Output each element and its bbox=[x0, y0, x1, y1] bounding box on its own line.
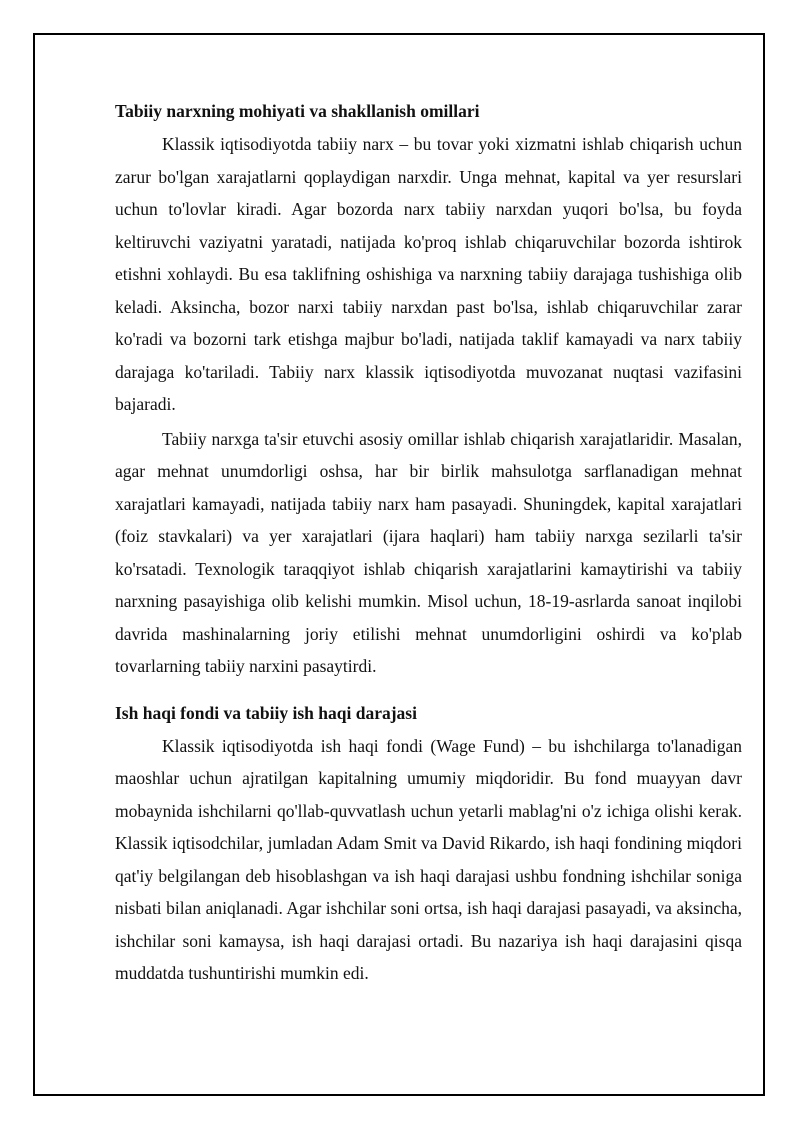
paragraph-wage-fund: Klassik iqtisodiyotda ish haqi fondi (Wage Fund) – bu ishchilarga to'lanadigan maoshlar uchun ajratilgan kapitalning umumiy miqdoridir. Bu fond muayyan davr mobaynida ishchilarni qo'llab-quvvatlash uchun yetarli mablag'ni o'z ichiga olishi kerak. Klassik iqtisodchilar, jumladan Adam Smit va David Rikardo, ish haqi fondining miqdori qat'iy belgilangan deb hisoblashgan va ish haqi darajasi ushbu fondning ishchilar soniga nisbati bilan aniqlanadi. Agar ishchilar soni ortsa, ish haqi darajasi pasayadi, va aksincha, ishchilar soni kamaysa, ish haqi darajasi ortadi. Bu nazariya ish haqi darajasini qisqa muddatda tushuntirishi mumkin edi. bbox=[115, 735, 742, 983]
paragraph-natural-price-definition: Klassik iqtisodiyotda tabiiy narx – bu tovar yoki xizmatni ishlab chiqarish uchun zarur bo'lgan xarajatlarni qoplaydigan narxdir. Unga mehnat, kapital va yer resurslari uchun to'lovlar kiradi. Agar bozorda narx tabiiy narxdan yuqori bo'lsa, bu foyda keltiruvchi vaziyatni yaratadi, natijada ko'proq ishlab chiqaruvchilar bozorda ishtirok etishni xohlaydi. Bu esa taklifning oshishiga va narxning tabiiy darajaga tushishiga olib keladi. Aksincha, bozor narxi tabiiy narxdan past bo'lsa, ishlab chiqaruvchilar zarar ko'radi va bozorni tark etishga majbur bo'ladi, natijada taklif kamayadi va narx tabiiy darajaga ko'tariladi. Tabiiy narx klassik iqtisodiyotda muvozanat nuqtasi vazifasini bajaradi. bbox=[115, 134, 742, 414]
paragraph-natural-price-factors: Tabiiy narxga ta'sir etuvchi asosiy omillar ishlab chiqarish xarajatlaridir. Masalan, agar mehnat unumdorligi oshsa, har bir birlik mahsulotga sarflanadigan mehnat xarajatlari kamayadi, natijada tabiiy narx ham pasayadi. Shuningdek, kapital xarajatlari (foiz stavkalari) va yer xarajatlari (ijara haqlari) ham tabiiy narxga sezilarli ta'sir ko'rsatadi. Texnologik taraqqiyot ishlab chiqarish xarajatlarini kamaytirishi va tabiiy narxning pasayishiga olib kelishi mumkin. Misol uchun, 18-19-asrlarda sanoat inqilobi davrida mashinalarning joriy etilishi mehnat unumdorligini oshirdi va ko'plab tovarlarning tabiiy narxini pasaytirdi. bbox=[115, 428, 742, 676]
section-heading-wage-fund: Ish haqi fondi va tabiiy ish haqi darajasi bbox=[115, 702, 417, 723]
section-heading-natural-price: Tabiiy narxning mohiyati va shakllanish omillari bbox=[115, 101, 480, 121]
document-body bbox=[115, 97, 742, 992]
